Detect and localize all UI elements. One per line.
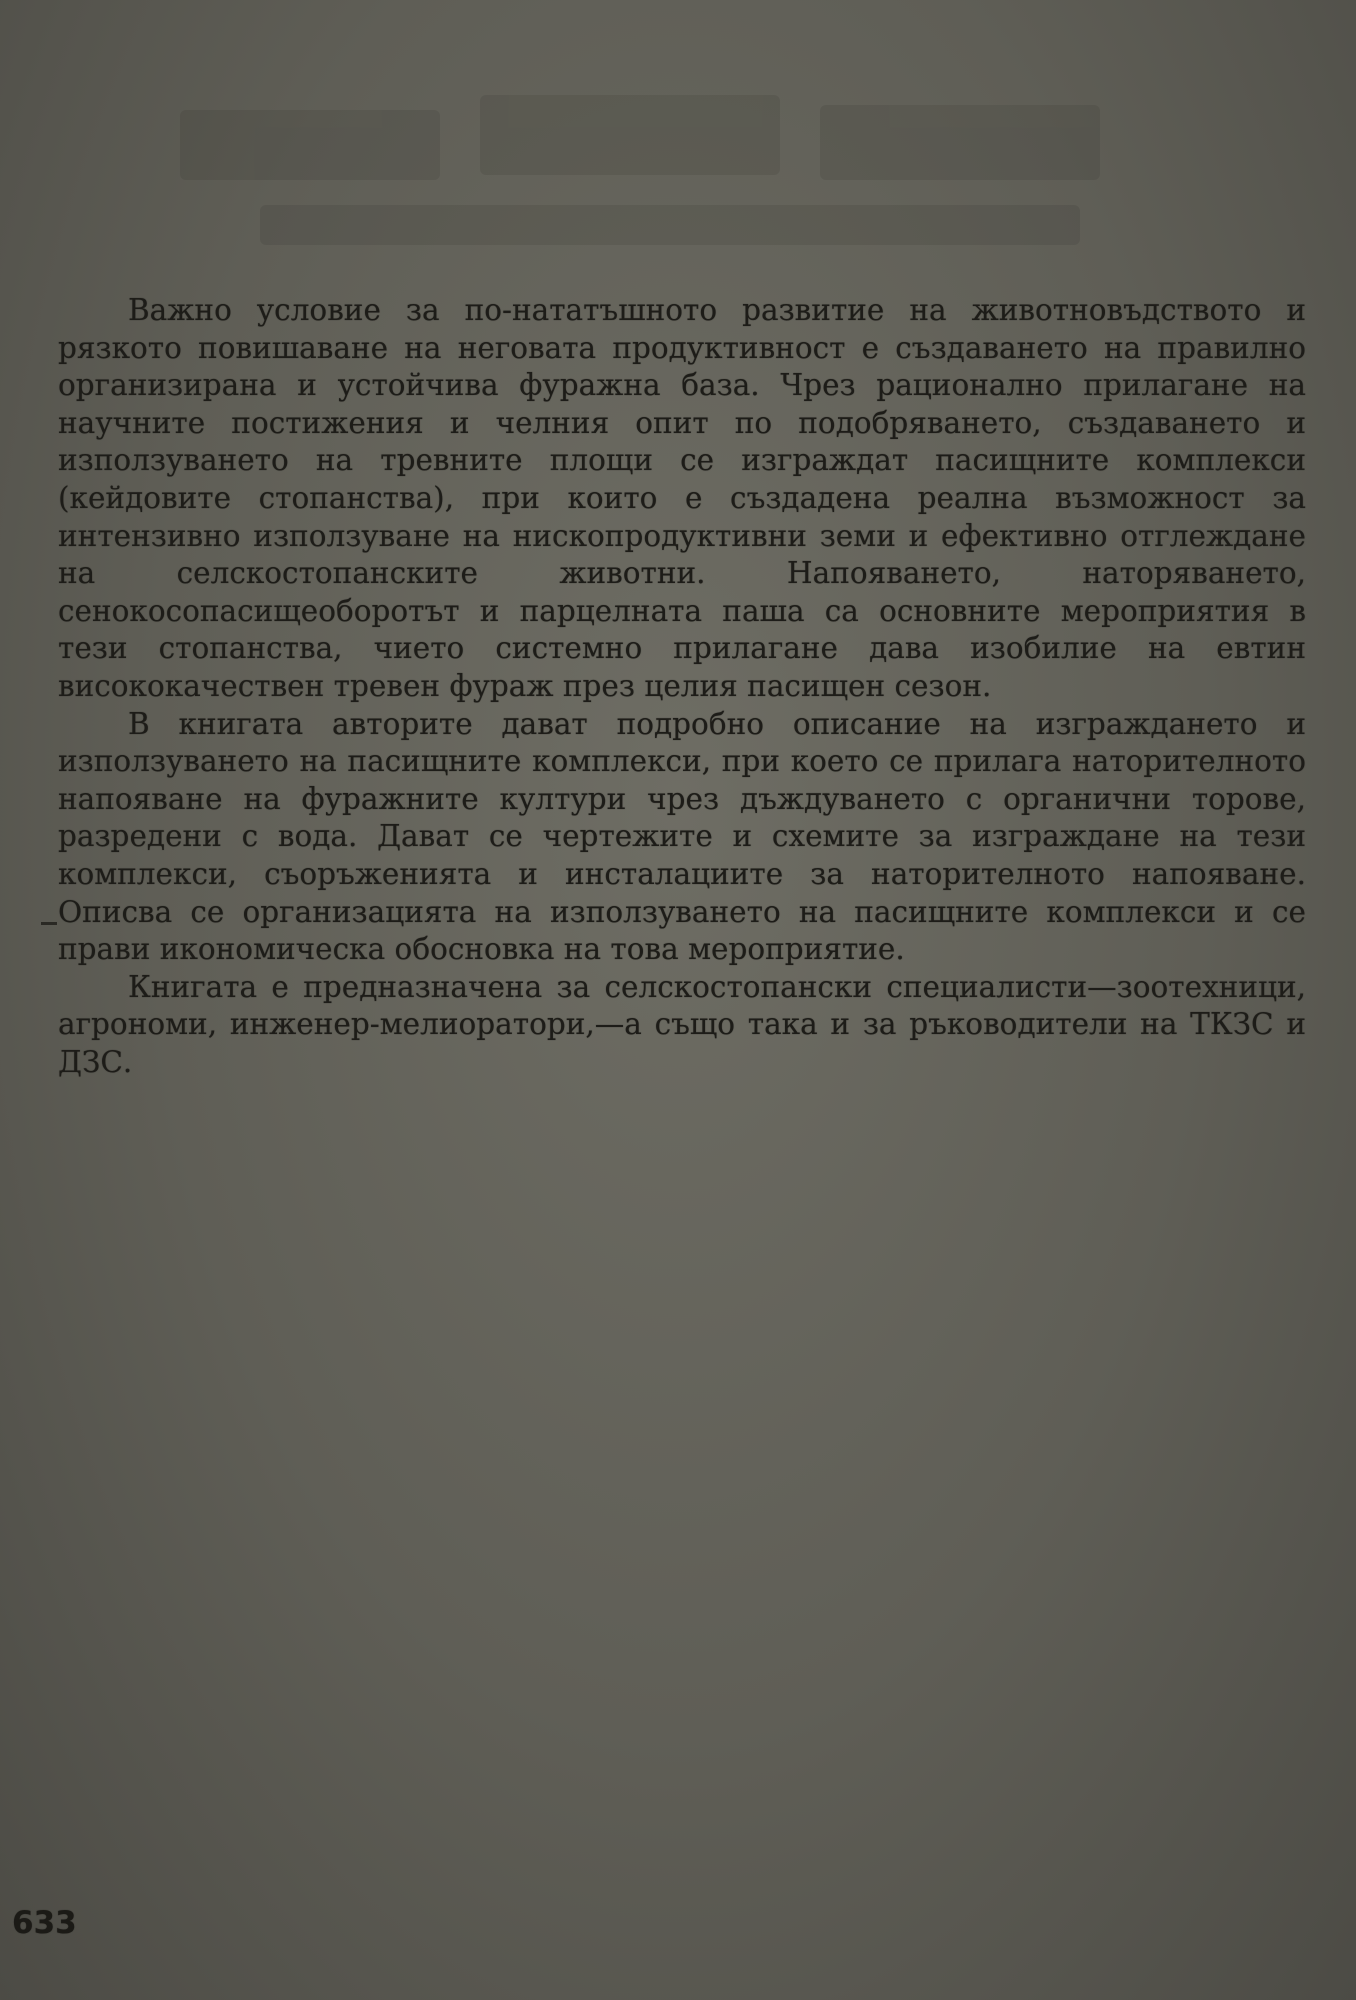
page-number: 633 bbox=[12, 1905, 77, 1941]
paragraph-intro: Важно условие за по-нататъшното развитие на животновъдството и рязкото повишаване на неговата продуктивност е създаването на правилно организирана и устойчива фуражна база. Чрез рационално прилагане на научните постижения и челния опит по подобряването, създаването и използуването на тревните площи се изграждат пасищните комплекси (кейдовите стопанства), при които е създадена реална възможност за интензивно използуване на нископродуктивни земи и ефективно отглеждане на селскостопанските животни. Напояването, наторяването, сенокосопасищеоборотът и парцелната паша са основните мероприятия в тези стопанства, чието системно прилагане дава изобилие на евтин висококачествен тревен фураж през целия пасищен сезон. bbox=[58, 293, 1306, 703]
paragraph-audience: Книгата е предназначена за селскостопански специалисти—зоотехници, агрономи, инженер-мелиоратори,—а също така и за ръководители на ТКЗС и ДЗС. bbox=[58, 969, 1306, 1079]
annotation-text bbox=[58, 292, 1306, 1081]
bleed-through-shadow bbox=[120, 0, 1220, 280]
stray-print-mark bbox=[41, 922, 57, 925]
paragraph-book-content: В книгата авторите дават подробно описание на изграждането и използуването на пасищните комплекси, при което се прилага наторителното напояване на фуражните култури чрез дъждуването с органични торове, разредени с вода. Дават се чертежите и схемите за изграждане на тези комплекси, съоръженията и инсталациите за наторителното напояване. Описва се организацията на използуването на пасищните комплекси и се прави икономическа обосновка на това мероприятие. bbox=[58, 706, 1306, 967]
